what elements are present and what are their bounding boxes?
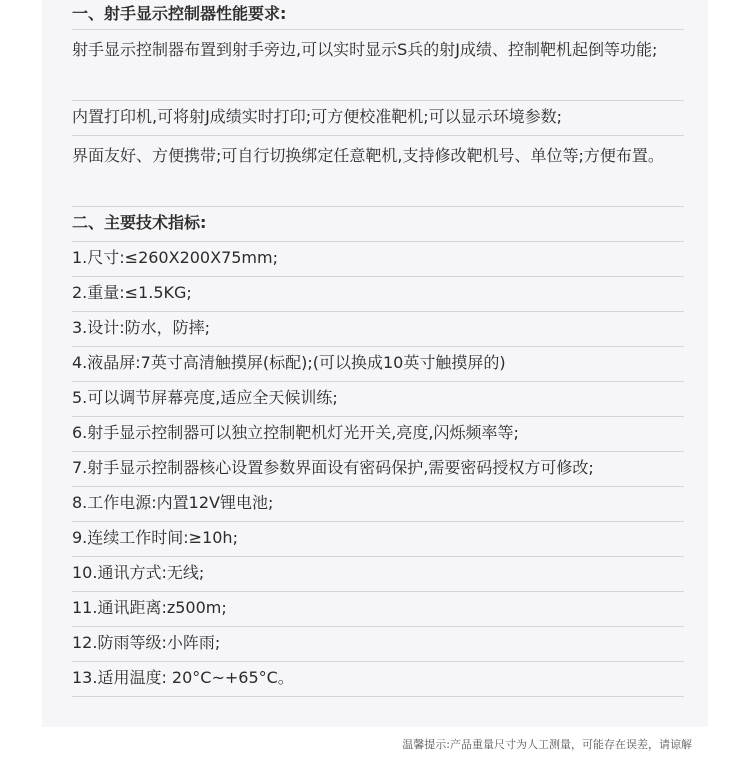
spec-item: 9.连续工作时间:≥10h; [72, 522, 684, 557]
footnote: 温馨提示:产品重量尺寸为人工测量，可能存在误差，请谅解 [402, 738, 692, 751]
spec-list [72, 0, 684, 697]
spec-item: 4.液晶屏:7英寸高清触摸屏(标配);(可以换成10英寸触摸屏的) [72, 347, 684, 382]
spec-item: 6.射手显示控制器可以独立控制靶机灯光开关,亮度,闪烁频率等; [72, 417, 684, 452]
spec-item: 5.可以调节屏幕亮度,适应全天候训练; [72, 382, 684, 417]
performance-line: 射手显示控制器布置到射手旁边,可以实时显示S兵的射J成绩、控制靶机起倒等功能; [72, 30, 684, 101]
section-heading-performance: 一、射手显示控制器性能要求: [72, 0, 684, 30]
performance-line: 界面友好、方便携带;可自行切换绑定任意靶机,支持修改靶机号、单位等;方便布置。 [72, 136, 684, 207]
section-heading-specs: 二、主要技术指标: [72, 207, 684, 242]
spec-item: 7.射手显示控制器核心设置参数界面设有密码保护,需要密码授权方可修改; [72, 452, 684, 487]
spec-item: 10.通讯方式:无线; [72, 557, 684, 592]
spec-item: 12.防雨等级:小阵雨; [72, 627, 684, 662]
spec-item: 3.设计:防水，防摔; [72, 312, 684, 347]
spec-item: 11.通讯距离:z500m; [72, 592, 684, 627]
spec-item: 13.适用温度: 20°C~+65°C。 [72, 662, 684, 697]
spec-item: 8.工作电源:内置12V锂电池; [72, 487, 684, 522]
performance-line: 内置打印机,可将射J成绩实时打印;可方便校准靶机;可以显示环境参数; [72, 101, 684, 136]
spec-item: 2.重量:≤1.5KG; [72, 277, 684, 312]
spec-item: 1.尺寸:≤260X200X75mm; [72, 242, 684, 277]
